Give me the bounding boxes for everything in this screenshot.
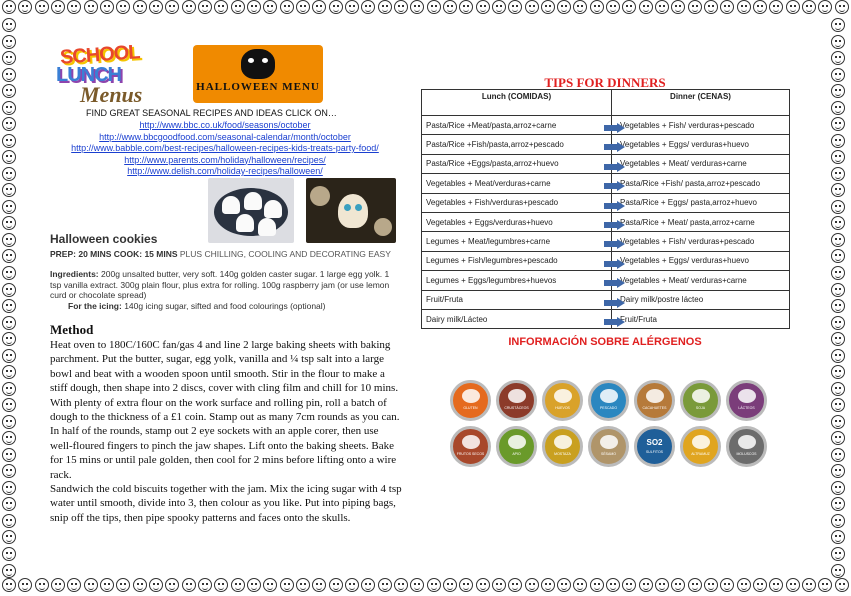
allergen-label: GLUTEN xyxy=(463,406,478,410)
allergen-icon xyxy=(680,380,721,421)
link-bbc[interactable]: http://www.bbc.co.uk/food/seasons/october xyxy=(139,120,311,130)
arrow-right-icon xyxy=(604,201,626,211)
pumpkin-icon xyxy=(263,578,277,592)
pumpkin-icon xyxy=(329,0,343,14)
pumpkin-icon xyxy=(720,0,734,14)
allergen-icon xyxy=(450,380,491,421)
pumpkin-icon xyxy=(818,578,832,592)
pumpkin-icon xyxy=(100,0,114,14)
pumpkin-icon xyxy=(831,216,845,230)
arrow-right-icon xyxy=(604,278,626,288)
pumpkin-icon xyxy=(831,150,845,164)
pumpkin-icon xyxy=(831,530,845,544)
dinner-cell: Pasta/Rice +Fish/ pasta,arroz+pescado xyxy=(612,174,790,193)
pumpkin-icon xyxy=(2,547,16,561)
arrow-right-icon xyxy=(604,298,626,308)
pumpkin-icon xyxy=(214,578,228,592)
pumpkin-icon xyxy=(831,547,845,561)
allergen-icon xyxy=(726,426,767,467)
link-delish[interactable]: http://www.delish.com/holiday-recipes/halloween/ xyxy=(127,166,323,176)
pumpkin-icon xyxy=(2,134,16,148)
pumpkin-icon xyxy=(802,578,816,592)
pumpkin-icon xyxy=(2,150,16,164)
pumpkin-icon xyxy=(427,578,441,592)
pumpkin-icon xyxy=(410,0,424,14)
pumpkin-border-top xyxy=(0,0,851,18)
allergen-label: HUEVOS xyxy=(555,406,570,410)
pumpkin-icon xyxy=(769,578,783,592)
pumpkin-icon xyxy=(831,134,845,148)
pumpkin-icon xyxy=(2,464,16,478)
pumpkin-icon xyxy=(312,0,326,14)
pumpkin-icon xyxy=(2,216,16,230)
pumpkin-icon xyxy=(2,200,16,214)
pumpkin-icon xyxy=(2,382,16,396)
intro-text: FIND GREAT SEASONAL RECIPES AND IDEAS CLICK ON… xyxy=(86,108,337,118)
pumpkin-icon xyxy=(443,578,457,592)
pumpkin-icon xyxy=(671,0,685,14)
pumpkin-icon xyxy=(459,578,473,592)
arrow-right-icon xyxy=(604,162,626,172)
allergen-icon xyxy=(450,426,491,467)
pumpkin-icon xyxy=(753,0,767,14)
school-lunch-menus-logo: SCHOOL LUNCH Menus xyxy=(56,41,143,107)
pumpkin-icon xyxy=(831,332,845,346)
pumpkin-icon xyxy=(737,0,751,14)
pumpkin-icon xyxy=(2,415,16,429)
pumpkin-icon xyxy=(2,530,16,544)
lunch-cell: Vegetables + Fish/verduras+pescado xyxy=(422,193,612,212)
pumpkin-icon xyxy=(165,578,179,592)
lunch-cell: Legumes + Meat/legumbres+carne xyxy=(422,232,612,251)
pumpkin-icon xyxy=(476,578,490,592)
pumpkin-icon xyxy=(247,0,261,14)
tips-title: TIPS FOR DINNERS xyxy=(544,75,666,90)
pumpkin-icon xyxy=(2,283,16,297)
pumpkin-icon xyxy=(831,299,845,313)
pumpkin-icon xyxy=(247,578,261,592)
allergen-icon xyxy=(726,380,767,421)
pumpkin-icon xyxy=(459,0,473,14)
allergens-title: INFORMACIÓN SOBRE ALÉRGENOS xyxy=(508,336,702,348)
pumpkin-icon xyxy=(2,497,16,511)
pumpkin-icon xyxy=(2,84,16,98)
pumpkin-icon xyxy=(394,578,408,592)
allergen-icon xyxy=(496,380,537,421)
pumpkin-icon xyxy=(67,578,81,592)
arrow-right-icon xyxy=(604,181,626,191)
allergen-icon xyxy=(542,380,583,421)
pumpkin-icon xyxy=(280,578,294,592)
link-babble[interactable]: http://www.babble.com/best-recipes/halloween-recipes-kids-treats-party-food/ xyxy=(71,143,379,153)
pumpkin-icon xyxy=(835,0,849,14)
pumpkin-face-icon xyxy=(241,49,275,79)
pumpkin-icon xyxy=(51,578,65,592)
pumpkin-icon xyxy=(378,0,392,14)
pumpkin-icon xyxy=(263,0,277,14)
arrow-right-icon xyxy=(604,239,626,249)
lunch-cell: Vegetables + Meat/verduras+carne xyxy=(422,174,612,193)
pumpkin-icon xyxy=(427,0,441,14)
pumpkin-icon xyxy=(329,578,343,592)
pumpkin-icon xyxy=(345,578,359,592)
pumpkin-icon xyxy=(557,0,571,14)
method-step: With plenty of extra flour on the work surface and rolling pin, roll a batch of dough to the thickness of a £1 coin. Stamp out as many 7cm rounds as you can. In half of the rounds, stamp out 2 eye sockets with an apple corer, then use well-floured fingers to pinch the jaw shapes. Lift onto the baking sheets. Bake for 15 mins or until pale golden, then cool for 2 mins before lifting onto a wire rack. xyxy=(50,396,400,481)
allergen-label: SOJA xyxy=(695,406,706,410)
pumpkin-icon xyxy=(492,0,506,14)
pumpkin-icon xyxy=(2,398,16,412)
method-text xyxy=(50,338,402,525)
pumpkin-icon xyxy=(361,0,375,14)
pumpkin-icon xyxy=(100,578,114,592)
pumpkin-icon xyxy=(831,183,845,197)
pumpkin-icon xyxy=(831,84,845,98)
pumpkin-icon xyxy=(2,514,16,528)
pumpkin-icon xyxy=(831,233,845,247)
pumpkin-icon xyxy=(2,266,16,280)
pumpkin-icon xyxy=(2,249,16,263)
pumpkin-icon xyxy=(84,578,98,592)
pumpkin-icon xyxy=(590,578,604,592)
pumpkin-icon xyxy=(831,35,845,49)
pumpkin-icon xyxy=(720,578,734,592)
pumpkin-icon xyxy=(831,200,845,214)
dinner-cell: Vegetables + Eggs/ verduras+huevo xyxy=(612,135,790,154)
allergen-label: PESCADO xyxy=(599,406,618,410)
pumpkin-icon xyxy=(165,0,179,14)
allergen-icon xyxy=(542,426,583,467)
pumpkin-icon xyxy=(753,578,767,592)
skull-cookie-photo xyxy=(306,178,396,243)
allergen-icon xyxy=(588,380,629,421)
pumpkin-icon xyxy=(831,514,845,528)
pumpkin-border-left xyxy=(2,18,20,578)
pumpkin-icon xyxy=(606,0,620,14)
lunch-cell: Fruit/Fruta xyxy=(422,290,612,309)
pumpkin-icon xyxy=(2,117,16,131)
allergen-icon xyxy=(496,426,537,467)
pumpkin-icon xyxy=(831,448,845,462)
pumpkin-icon xyxy=(557,578,571,592)
pumpkin-icon xyxy=(786,578,800,592)
pumpkin-icon xyxy=(2,349,16,363)
pumpkin-icon xyxy=(312,578,326,592)
arrow-right-icon xyxy=(604,142,626,152)
pumpkin-icon xyxy=(116,0,130,14)
lunch-cell: Legumes + Fish/legumbres+pescado xyxy=(422,251,612,270)
arrow-right-icon xyxy=(604,259,626,269)
pumpkin-icon xyxy=(394,0,408,14)
lunch-cell: Legumes + Eggs/legumbres+huevos xyxy=(422,271,612,290)
pumpkin-icon xyxy=(541,578,555,592)
link-parents[interactable]: http://www.parents.com/holiday/halloween/recipes/ xyxy=(124,154,326,165)
pumpkin-icon xyxy=(831,249,845,263)
recipe-title: Halloween cookies xyxy=(50,232,158,246)
pumpkin-icon xyxy=(831,283,845,297)
method-step: Heat oven to 180C/160C fan/gas 4 and line 2 large baking sheets with baking parchment. Put the butter, sugar, egg yolk, vanilla and ¼ tsp salt into a large bowl and beat with a wooden spoon until smooth. Stir in the flour to make a stiff dough, then shape into 2 discs, cover with cling film and chill for 10 mins. xyxy=(50,339,399,395)
pumpkin-icon xyxy=(18,578,32,592)
pumpkin-icon xyxy=(831,564,845,578)
allergen-label: CACAHUETES xyxy=(642,406,667,410)
pumpkin-icon xyxy=(345,0,359,14)
pumpkin-icon xyxy=(2,101,16,115)
pumpkin-icon xyxy=(2,51,16,65)
lunch-cell: Pasta/Rice +Fish/pasta,arroz+pescado xyxy=(422,135,612,154)
pumpkin-icon xyxy=(639,578,653,592)
recipe-links xyxy=(50,120,400,178)
pumpkin-icon xyxy=(688,578,702,592)
pumpkin-icon xyxy=(831,349,845,363)
dinner-cell: Vegetables + Meat/ verduras+carne xyxy=(612,154,790,173)
dinner-cell: Vegetables + Meat/ verduras+carne xyxy=(612,271,790,290)
pumpkin-icon xyxy=(133,578,147,592)
pumpkin-icon xyxy=(198,0,212,14)
lunch-cell: Pasta/Rice +Meat/pasta,arroz+carne xyxy=(422,116,612,135)
allergen-icons xyxy=(450,380,775,467)
pumpkin-icon xyxy=(831,365,845,379)
pumpkin-icon xyxy=(622,578,636,592)
pumpkin-icon xyxy=(2,68,16,82)
allergen-label: MOSTAZA xyxy=(554,452,571,456)
pumpkin-icon xyxy=(2,332,16,346)
pumpkin-icon xyxy=(831,497,845,511)
pumpkin-icon xyxy=(2,481,16,495)
pumpkin-icon xyxy=(831,266,845,280)
pumpkin-icon xyxy=(2,431,16,445)
lunch-cell: Dairy milk/Lácteo xyxy=(422,309,612,328)
allergen-label: LÁCTEOS xyxy=(738,406,755,410)
allergen-icon xyxy=(634,380,675,421)
icing-info: For the icing: 140g icing sugar, sifted and food colourings (optional) xyxy=(68,301,326,311)
pumpkin-icon xyxy=(35,0,49,14)
pumpkin-icon xyxy=(606,578,620,592)
pumpkin-icon xyxy=(2,183,16,197)
pumpkin-icon xyxy=(831,316,845,330)
pumpkin-icon xyxy=(443,0,457,14)
allergen-label: MOLUSCOS xyxy=(736,452,757,456)
pumpkin-icon xyxy=(51,0,65,14)
pumpkin-icon xyxy=(410,578,424,592)
arrow-right-icon xyxy=(604,123,626,133)
pumpkin-icon xyxy=(492,578,506,592)
arrow-right-icon xyxy=(604,317,626,327)
dinner-cell: Pasta/Rice + Meat/ pasta,arroz+carne xyxy=(612,212,790,231)
dinner-cell: Vegetables + Fish/ verduras+pescado xyxy=(612,232,790,251)
pumpkin-icon xyxy=(831,101,845,115)
pumpkin-icon xyxy=(84,0,98,14)
arrow-right-icon xyxy=(604,220,626,230)
pumpkin-icon xyxy=(831,167,845,181)
pumpkin-icon xyxy=(525,578,539,592)
lunch-cell: Pasta/Rice +Eggs/pasta,arroz+huevo xyxy=(422,154,612,173)
pumpkin-icon xyxy=(573,578,587,592)
pumpkin-icon xyxy=(573,0,587,14)
allergen-icon xyxy=(680,426,721,467)
allergen-label: ALTRAMUZ xyxy=(691,452,710,456)
pumpkin-icon xyxy=(2,365,16,379)
pumpkin-icon xyxy=(831,415,845,429)
pumpkin-icon xyxy=(786,0,800,14)
pumpkin-icon xyxy=(818,0,832,14)
pumpkin-icon xyxy=(214,0,228,14)
prep-info: PREP: 20 MINS COOK: 15 MINS PLUS CHILLING, COOLING AND DECORATING EASY xyxy=(50,249,391,259)
pumpkin-icon xyxy=(737,578,751,592)
ghost-cookies-photo xyxy=(208,178,294,243)
pumpkin-icon xyxy=(704,578,718,592)
link-bbcgoodfood[interactable]: http://www.bbcgoodfood.com/seasonal-calendar/month/october xyxy=(99,131,351,142)
pumpkin-icon xyxy=(182,578,196,592)
pumpkin-icon xyxy=(508,578,522,592)
pumpkin-icon xyxy=(688,0,702,14)
allergen-icon xyxy=(588,426,629,467)
pumpkin-icon xyxy=(831,51,845,65)
pumpkin-icon xyxy=(769,0,783,14)
pumpkin-icon xyxy=(2,167,16,181)
dinner-cell: Vegetables + Eggs/ verduras+huevo xyxy=(612,251,790,270)
pumpkin-icon xyxy=(508,0,522,14)
pumpkin-icon xyxy=(2,18,16,32)
pumpkin-icon xyxy=(2,448,16,462)
pumpkin-border-bottom xyxy=(0,578,851,596)
col-dinner-header: Dinner (CENAS) xyxy=(612,90,790,116)
pumpkin-icon xyxy=(704,0,718,14)
pumpkin-icon xyxy=(590,0,604,14)
pumpkin-icon xyxy=(831,464,845,478)
pumpkin-icon xyxy=(831,18,845,32)
pumpkin-icon xyxy=(116,578,130,592)
lunch-cell: Vegetables + Eggs/verduras+huevo xyxy=(422,212,612,231)
pumpkin-icon xyxy=(2,0,16,14)
halloween-menu-logo: HALLOWEEN MENU xyxy=(193,45,323,103)
pumpkin-icon xyxy=(476,0,490,14)
pumpkin-icon xyxy=(2,316,16,330)
method-step: Sandwich the cold biscuits together with the jam. Mix the icing sugar with 4 tsp water until smooth, divide into 3, then colour as you like. Put into piping bags, snip off the tips, then pipe spooky patterns and faces onto the skulls. xyxy=(50,483,402,524)
pumpkin-icon xyxy=(2,578,16,592)
dinner-cell: Vegetables + Fish/ verduras+pescado xyxy=(612,116,790,135)
pumpkin-icon xyxy=(831,431,845,445)
ingredients: Ingredients: 200g unsalted butter, very soft. 140g golden caster sugar. 1 large egg yolk. 1 tsp vanilla extract. 300g plain flour, plus extra for rolling. 100g raspberry jam (or use lemon curd or chocolate spread) xyxy=(50,269,390,300)
allergen-icon: SO2 SULFITOS xyxy=(634,426,675,467)
pumpkin-icon xyxy=(671,578,685,592)
pumpkin-icon xyxy=(831,117,845,131)
pumpkin-icon xyxy=(378,578,392,592)
pumpkin-icon xyxy=(541,0,555,14)
pumpkin-icon xyxy=(639,0,653,14)
pumpkin-icon xyxy=(831,68,845,82)
pumpkin-icon xyxy=(655,0,669,14)
pumpkin-icon xyxy=(831,382,845,396)
pumpkin-icon xyxy=(280,0,294,14)
pumpkin-border-right xyxy=(831,18,849,578)
pumpkin-icon xyxy=(2,564,16,578)
col-lunch-header: Lunch (COMIDAS) xyxy=(422,90,612,116)
pumpkin-icon xyxy=(296,578,310,592)
allergen-label: FRUTOS SECOS xyxy=(456,452,485,456)
pumpkin-icon xyxy=(149,0,163,14)
pumpkin-icon xyxy=(525,0,539,14)
pumpkin-icon xyxy=(296,0,310,14)
pumpkin-icon xyxy=(149,578,163,592)
dinner-cell: Fruit/Fruta xyxy=(612,309,790,328)
pumpkin-icon xyxy=(231,0,245,14)
pumpkin-icon xyxy=(361,578,375,592)
method-heading: Method xyxy=(50,322,94,337)
allergen-label: SULFITOS xyxy=(645,449,664,454)
pumpkin-icon xyxy=(35,578,49,592)
pumpkin-icon xyxy=(18,0,32,14)
pumpkin-icon xyxy=(831,398,845,412)
allergen-label: APIO xyxy=(512,452,521,456)
pumpkin-icon xyxy=(198,578,212,592)
pumpkin-icon xyxy=(182,0,196,14)
pumpkin-icon xyxy=(2,299,16,313)
allergen-label: SÉSAMO xyxy=(601,452,616,456)
allergen-label: CRUSTÁCEOS xyxy=(504,406,529,410)
pumpkin-icon xyxy=(133,0,147,14)
pumpkin-icon xyxy=(802,0,816,14)
pumpkin-icon xyxy=(2,233,16,247)
pumpkin-icon xyxy=(835,578,849,592)
pumpkin-icon xyxy=(655,578,669,592)
pumpkin-icon xyxy=(67,0,81,14)
pumpkin-icon xyxy=(831,481,845,495)
dinner-cell: Pasta/Rice + Eggs/ pasta,arroz+huevo xyxy=(612,193,790,212)
pumpkin-icon xyxy=(2,35,16,49)
pumpkin-icon xyxy=(622,0,636,14)
dinner-cell: Dairy milk/postre lácteo xyxy=(612,290,790,309)
pumpkin-icon xyxy=(231,578,245,592)
